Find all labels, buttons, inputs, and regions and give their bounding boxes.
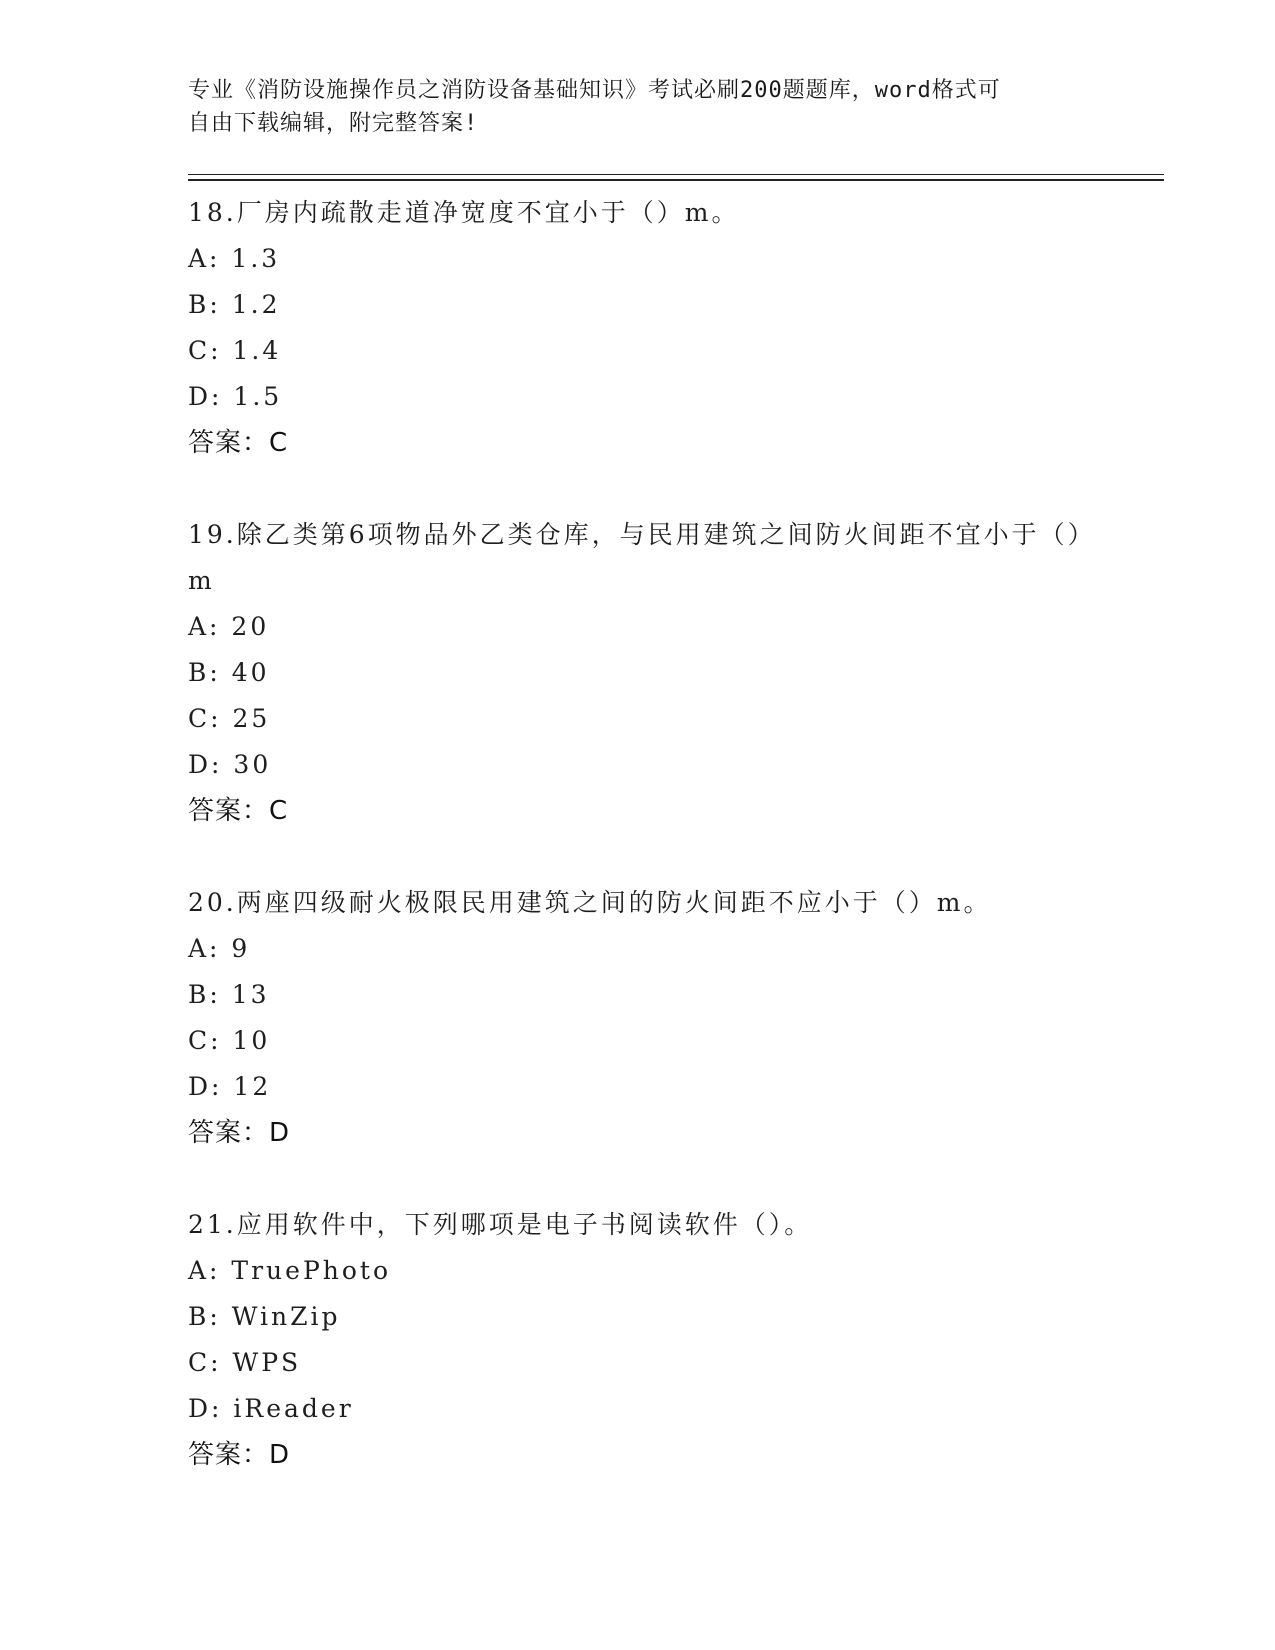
option-c: C: 1.4 xyxy=(188,336,282,365)
option-b: B: 40 xyxy=(188,658,270,687)
option-c: C: 25 xyxy=(188,704,271,733)
header-divider-top xyxy=(188,174,1164,175)
document-header xyxy=(188,74,1088,140)
option-a: A: TruePhoto xyxy=(188,1256,392,1285)
option-d: D: iReader xyxy=(188,1394,354,1423)
option-b: B: 1.2 xyxy=(188,290,281,319)
question-stem: 19.除乙类第6项物品外乙类仓库，与民用建筑之间防火间距不宜小于（）m xyxy=(188,520,1084,595)
answer-line: 答案：D xyxy=(188,1118,291,1148)
option-b: B: WinZip xyxy=(188,1302,341,1331)
question-item xyxy=(188,512,1088,834)
header-line-1: 专业《消防设施操作员之消防设备基础知识》考试必刷200题题库，word格式可 xyxy=(188,78,1001,103)
option-c: C: WPS xyxy=(188,1348,302,1377)
question-list xyxy=(188,190,1088,1524)
option-d: D: 1.5 xyxy=(188,382,283,411)
question-stem: 20.两座四级耐火极限民用建筑之间的防火间距不应小于（）m。 xyxy=(188,888,992,917)
option-d: D: 12 xyxy=(188,1072,272,1101)
answer-line: 答案：C xyxy=(188,428,289,458)
question-item xyxy=(188,1202,1088,1478)
option-c: C: 10 xyxy=(188,1026,271,1055)
option-a: A: 20 xyxy=(188,612,270,641)
option-a: A: 9 xyxy=(188,934,251,963)
question-stem: 21.应用软件中，下列哪项是电子书阅读软件（）。 xyxy=(188,1210,813,1239)
question-item xyxy=(188,880,1088,1156)
question-item xyxy=(188,190,1088,466)
answer-line: 答案：C xyxy=(188,796,289,826)
option-a: A: 1.3 xyxy=(188,244,281,273)
header-divider-bottom xyxy=(188,179,1164,181)
header-line-2: 自由下载编辑，附完整答案! xyxy=(188,111,479,136)
option-d: D: 30 xyxy=(188,750,272,779)
option-b: B: 13 xyxy=(188,980,270,1009)
answer-line: 答案：D xyxy=(188,1440,291,1470)
question-stem: 18.厂房内疏散走道净宽度不宜小于（）m。 xyxy=(188,198,740,227)
